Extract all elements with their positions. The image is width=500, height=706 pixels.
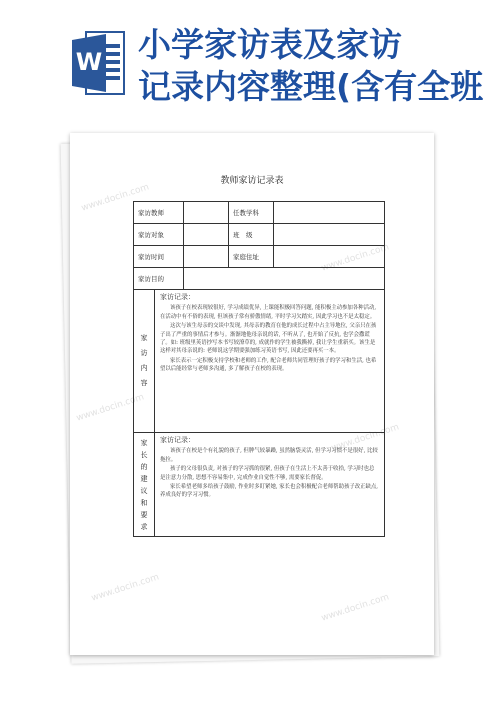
document-page: [70, 133, 434, 655]
value-class: [274, 224, 384, 245]
header: [0, 0, 500, 120]
watermark: www.docin.com: [330, 422, 401, 454]
side-char: 建: [140, 474, 148, 483]
watermark: www.docin.com: [320, 592, 391, 624]
label-target: 家访对象: [134, 224, 184, 245]
value-time: [184, 246, 229, 267]
visit-content-section: [134, 290, 384, 433]
side-char: 容: [140, 379, 148, 387]
advice-paragraph: 该孩子在校是个有礼貌的孩子, 但脾气较暴躁, 虽然脑袋灵活, 但学习习惯不是很好, 比较拖拉。: [160, 448, 378, 463]
table-row: [134, 224, 384, 246]
label-time: 家访时间: [134, 246, 184, 267]
value-teacher: [184, 202, 229, 223]
side-char: 要: [140, 510, 148, 519]
watermark: www.docin.com: [75, 392, 146, 424]
side-char: 访: [140, 349, 148, 357]
label-purpose: 家访目的: [134, 268, 184, 289]
visit-content-side-label: [134, 290, 155, 432]
side-char: 的: [140, 462, 148, 471]
content-label: 家访记录：: [160, 293, 195, 301]
label-subject: 任教学科: [229, 202, 274, 223]
visit-content-text: [155, 290, 384, 432]
document-title: 教师家访记录表: [220, 176, 284, 186]
value-address: [274, 246, 384, 267]
label-address: 家庭住址: [229, 246, 274, 267]
visit-record-table: [133, 201, 385, 537]
content-paragraph: 这次与该生母亲的交谈中发现, 其母亲的教育在他的成长过程中占主导地位, 父亲只在孩子出了严重的事情后才参与。渐渐地他母亲说的话, 不听从了, 也开始了反抗, 也学会撒谎了。如: 班级里英语抄写本书写较潦草的, 成就作的学生被我撕掉, 我让学生重新买。该生是这样对其母亲说的: 老师说这学期要强加练习英语书写, 因此还要再买一本。: [160, 323, 377, 355]
watermark: www.docin.com: [80, 182, 151, 214]
side-char: 求: [140, 522, 148, 531]
advice-label: 家访记录：: [160, 436, 195, 444]
parent-advice-side-label: [134, 433, 155, 536]
advice-paragraph: 孩子的父母很负责, 对孩子的学习抓的很紧, 但孩子在生活上不太善于收拾, 学习时也总是注意力分散, 思想不容易集中, 完成作业自觉性不够, 需要家长督促。: [160, 466, 375, 481]
label-teacher: 家访教师: [134, 202, 184, 223]
table-row: [134, 202, 384, 224]
table-row: [134, 246, 384, 268]
watermark: www.docin.com: [90, 572, 161, 604]
parent-advice-section: [134, 433, 384, 536]
side-char: 家: [140, 334, 148, 342]
label-class: 班 级: [229, 224, 274, 245]
side-char: 议: [140, 486, 148, 495]
content-paragraph: 家长表示一定积极支持学校和老师的工作, 配合老师共同管理好孩子的学习和生活, 也希望以后能经常与老师多沟通, 多了解孩子在校的表现。: [160, 357, 377, 373]
watermark: www.docin.com: [320, 242, 391, 274]
value-purpose: [184, 268, 384, 289]
table-row: [134, 268, 384, 290]
content-paragraph: 该孩子在校表现较很好, 学习成绩优异, 上课能积极回答问题, 能积极主动参加各种活动, 在活动中有不俗的表现, 但该孩子常有骄傲情绪, 平时学习欠踏实, 因此学习也不是太稳定。: [160, 305, 377, 320]
side-char: 和: [140, 498, 148, 507]
advice-paragraph: 家长希望老师多给孩子鼓励, 作业时多盯紧她, 家长也会积极配合老师帮助孩子改正缺点, 养成良好的学习习惯。: [160, 484, 379, 499]
side-char: 内: [140, 364, 148, 372]
value-target: [184, 224, 229, 245]
page-title: [138, 24, 500, 108]
word-logo-letter: W: [75, 48, 103, 76]
side-char: 长: [140, 450, 148, 459]
title-line-1: 小学家访表及家访: [138, 25, 402, 64]
side-char: 家: [140, 438, 148, 447]
parent-advice-text: [155, 433, 384, 536]
value-subject: [274, 202, 384, 223]
title-line-2: 记录内容整理(含有全班: [138, 67, 484, 106]
word-icon: [72, 30, 126, 96]
